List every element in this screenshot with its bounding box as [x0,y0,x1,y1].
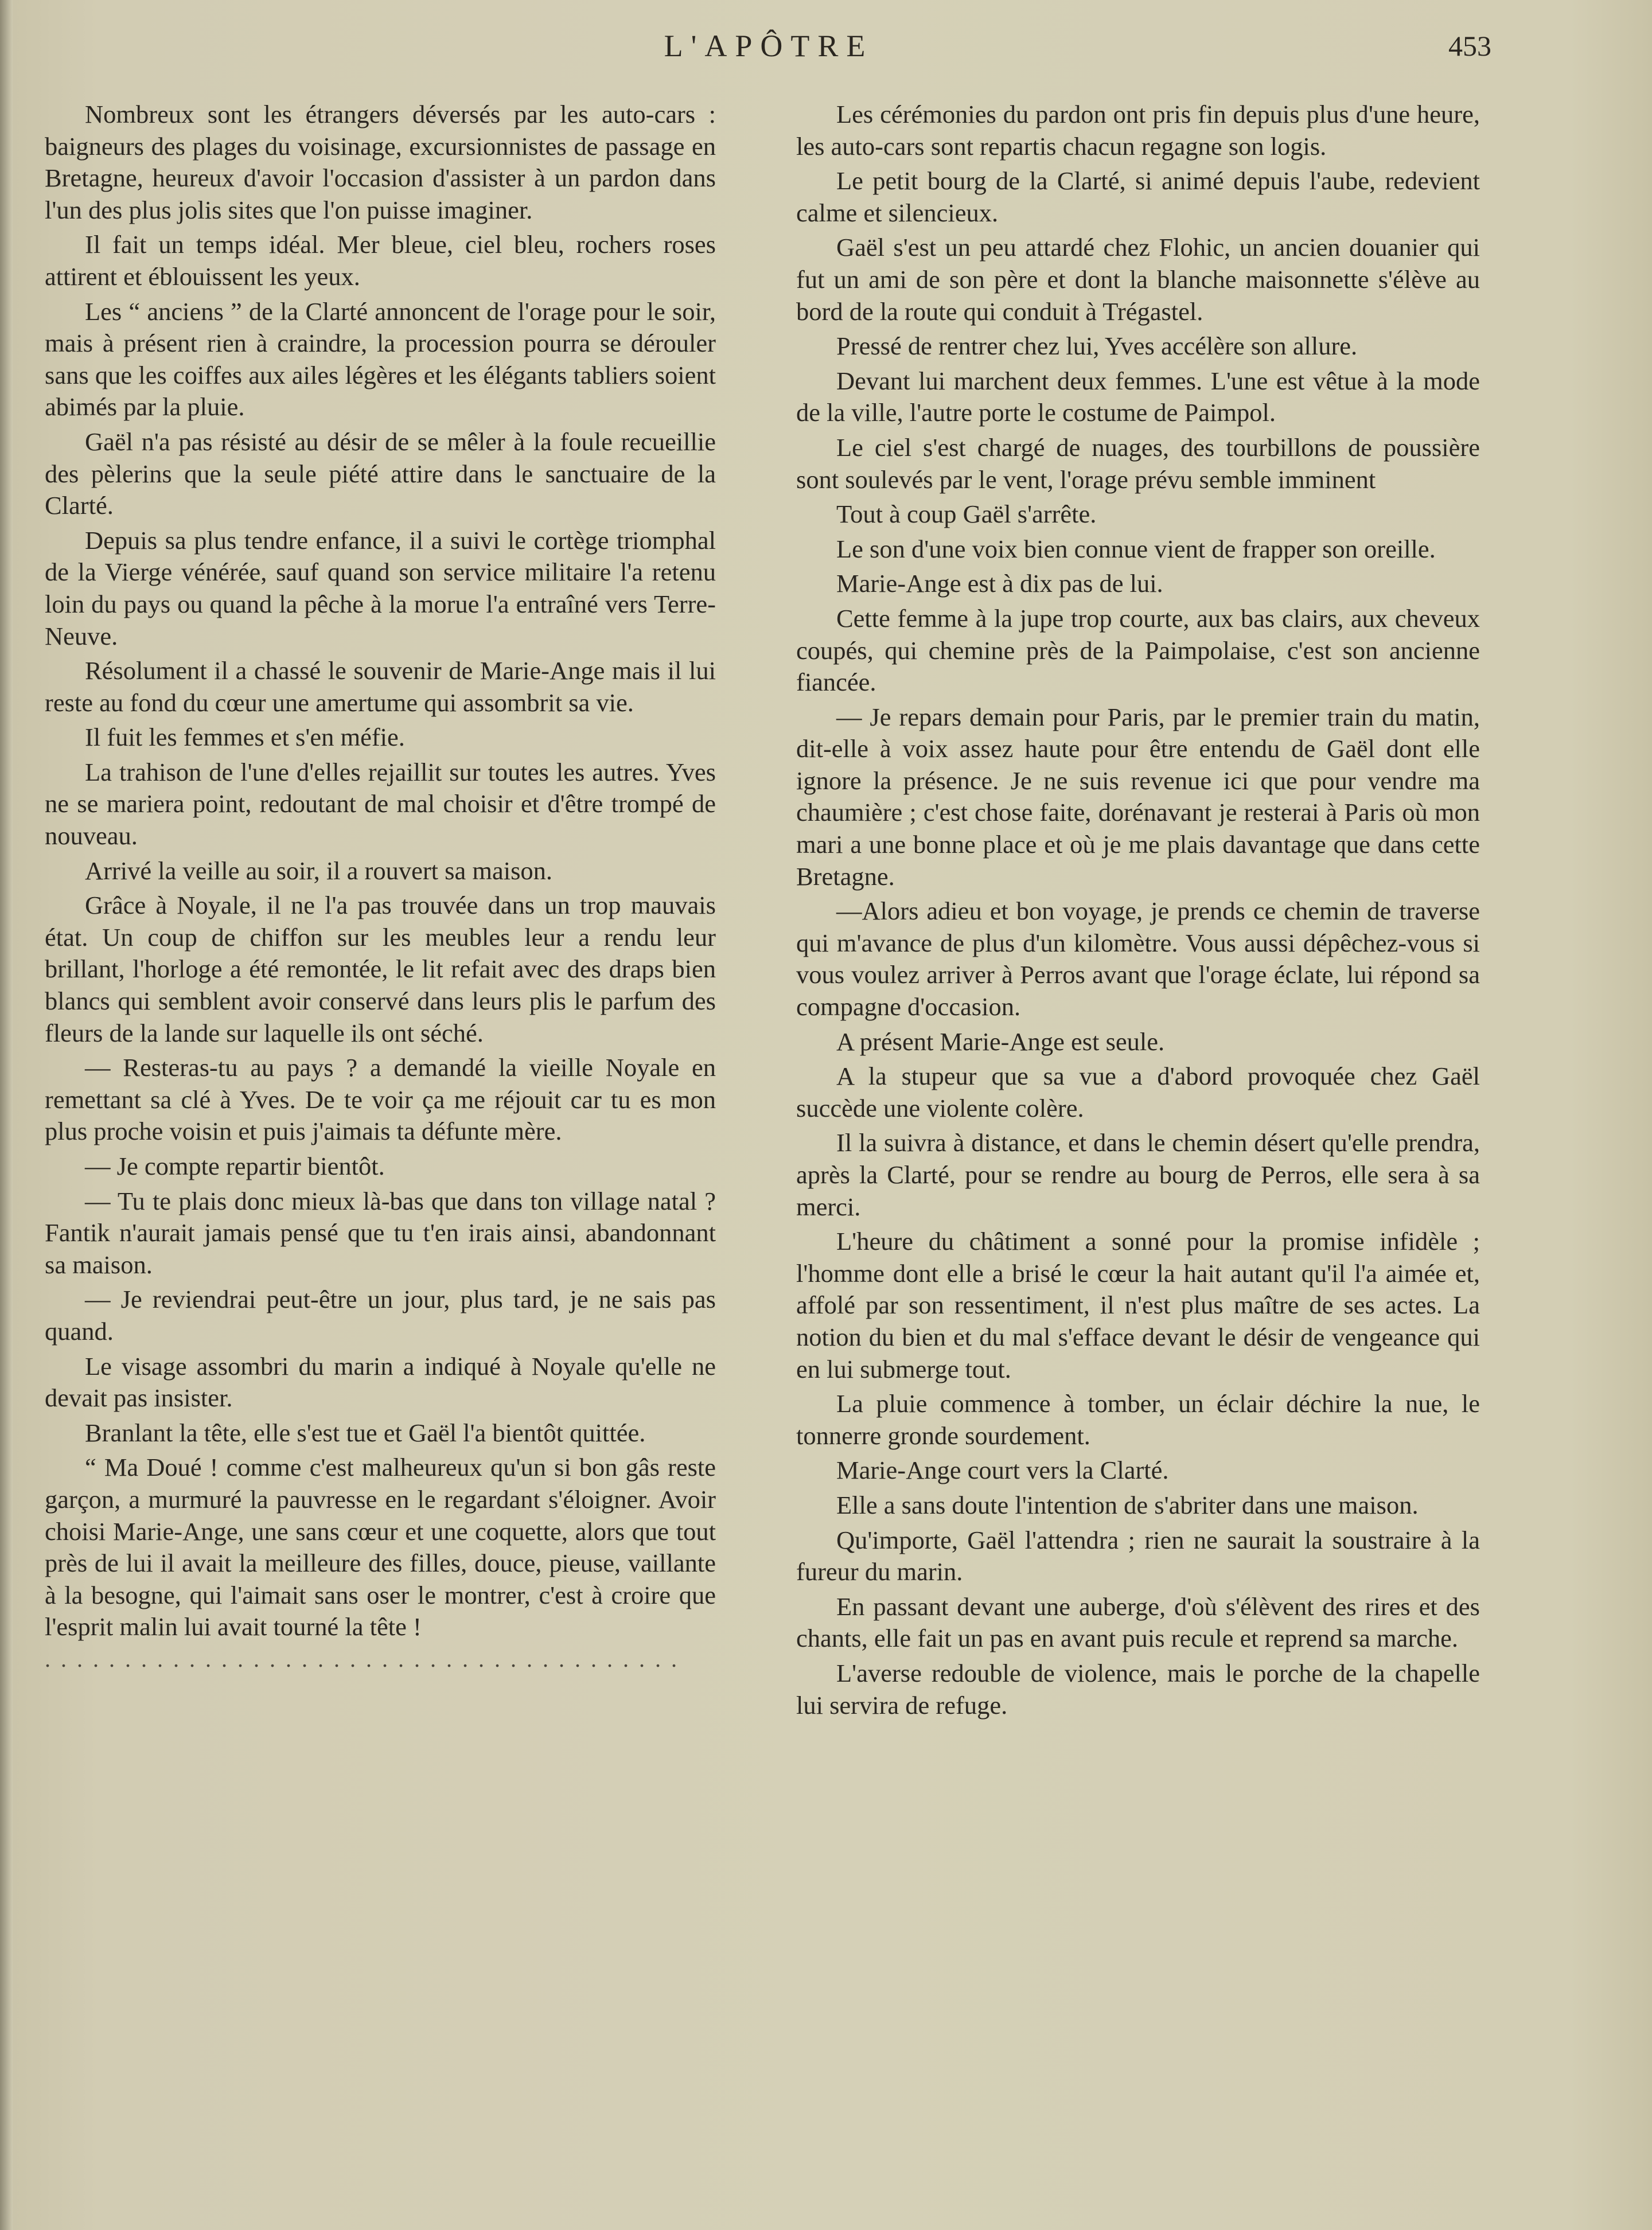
paragraph: —Alors adieu et bon voyage, je prends ce chemin de traverse qui m'avance de plus d'un kilomètre. Vous aussi dépêchez-vous si vous voulez arriver à Perros avant que l'orage éclate, lui répond sa compagne d'occasion. [796,896,1480,1022]
paragraph: L'averse redouble de violence, mais le porche de la chapelle lui servira de refuge. [796,1658,1480,1720]
paragraph: Pressé de rentrer chez lui, Yves accélère son allure. [836,332,1358,361]
paragraph: Nombreux sont les étrangers déversés par les auto-cars : baigneurs des plages du voisinage, excursionnistes de passage en Bretagne, heureux d'avoir l'occasion d'assister à un pardon dans l'un des plus jolis sites que l'on puisse imaginer. [45,100,716,224]
paragraph: Marie-Ange court vers la Clarté. [836,1456,1169,1485]
paragraph: A la stupeur que sa vue a d'abord provoquée chez Gaël succède une violente colère. [796,1062,1480,1122]
page-number: 453 [1448,30,1491,62]
paragraph: Depuis sa plus tendre enfance, il a suivi le cortège triomphal de la Vierge vénérée, sauf quand son service militaire l'a retenu loin du pays ou quand la pêche à la morue l'a entraîné vers Terre-Neuve. [45,525,716,650]
paragraph: Le visage assombri du marin a indiqué à Noyale qu'elle ne devait pas insister. [45,1351,716,1413]
paragraph: Le son d'une voix bien connue vient de frapper son oreille. [836,534,1436,563]
paragraph: Il la suivra à distance, et dans le chemin désert qu'elle prendra, après la Clarté, pour se rendre au bourg de Perros, elle sera à sa merci. [796,1128,1480,1221]
paragraph: Gaël n'a pas résisté au désir de se mêler à la foule recueillie des pèlerins que la seule piété attire dans le sanctuaire de la Clarté. [45,427,716,520]
paragraph: Tout à coup Gaël s'arrête. [836,500,1097,529]
paragraph: L'heure du châtiment a sonné pour la promise infidèle ; l'homme dont elle a brisé le cœur la hait autant qu'il l'a aimée et, affolé par son ressentiment, il n'est plus maître de ses actes. La notion du bien et du mal s'efface devant le désir de vengeance qui en lui submerge tout. [796,1227,1480,1383]
running-title: L'APÔTRE [664,29,874,63]
paragraph: A présent Marie-Ange est seule. [836,1027,1165,1056]
paragraph: Les cérémonies du pardon ont pris fin depuis plus d'une heure, les auto-cars sont repartis chacun regagne son logis. [796,100,1480,161]
left-column [45,99,716,1671]
paragraph: “ Ma Doué ! comme c'est malheureux qu'un si bon gâs reste garçon, a murmuré la pauvresse en le regardant s'éloigner. Avoir choisi Marie-Ange, une sans cœur et une coquette, alors que tout près de lui il avait la meilleure des filles, douce, pieuse, vaillante à la besogne, qui l'aimait sans oser le montrer, c'est à croire que l'esprit malin lui avait tourné la tête ! [45,1453,716,1642]
paragraph: — Je compte repartir bientôt. [85,1152,385,1180]
paragraph: Cette femme à la jupe trop courte, aux bas clairs, aux cheveux coupés, qui chemine près de la Paimpolaise, c'est son ancienne fiancée. [796,603,1480,697]
paragraph: Arrivé la veille au soir, il a rouvert sa maison. [85,856,553,885]
paragraph: En passant devant une auberge, d'où s'élèvent des rires et des chants, elle fait un pas en avant puis recule et reprend sa marche. [796,1592,1480,1653]
paragraph: Gaël s'est un peu attardé chez Flohic, un ancien douanier qui fut un ami de son père et dont la blanche maisonnette s'élève au bord de la route qui conduit à Trégastel. [796,233,1480,326]
paragraph: — Je reviendrai peut-être un jour, plus tard, je ne sais pas quand. [45,1285,716,1346]
running-header [46,28,1491,64]
paragraph: Devant lui marchent deux femmes. L'une est vêtue à la mode de la ville, l'autre porte le costume de Paimpol. [796,366,1480,427]
right-column [796,99,1480,1724]
paragraph: Branlant la tête, elle s'est tue et Gaël l'a bientôt quittée. [85,1418,646,1447]
paragraph: Il fait un temps idéal. Mer bleue, ciel bleu, rochers roses attirent et éblouissent les yeux. [45,230,716,291]
paragraph: Marie-Ange est à dix pas de lui. [836,569,1163,598]
paragraph: — Tu te plais donc mieux là-bas que dans ton village natal ? Fantik n'aurait jamais pensé que tu t'en irais ainsi, abandonnant sa maison. [45,1186,716,1279]
paragraph: Grâce à Noyale, il ne l'a pas trouvée dans un trop mauvais état. Un coup de chiffon sur les meubles leur a rendu leur brillant, l'horloge a été remontée, le lit refait avec des draps bien blancs qui semblent avoir conservé dans leurs plis le parfum des fleurs de la lande sur laquelle ils ont séché. [45,891,716,1047]
paragraph: Qu'importe, Gaël l'attendra ; rien ne saurait la soustraire à la fureur du marin. [796,1525,1480,1586]
paragraph: Le petit bourg de la Clarté, si animé depuis l'aube, redevient calme et silencieux. [796,166,1480,227]
ellipsis-separator: ........................................ [45,1647,687,1671]
paragraph: Les “ anciens ” de la Clarté annoncent de l'orage pour le soir, mais à présent rien à craindre, la procession pourra se dérouler sans que les coiffes aux ailes légères et les élégants tabliers soient abimés par la pluie. [45,297,716,422]
page-binding-edge [0,0,13,2230]
paragraph: Il fuit les femmes et s'en méfie. [85,723,405,752]
paragraph: La trahison de l'une d'elles rejaillit sur toutes les autres. Yves ne se mariera point, redoutant de mal choisir et d'être trompé de nouveau. [45,757,716,851]
paragraph: La pluie commence à tomber, un éclair déchire la nue, le tonnerre gronde sourdement. [796,1389,1480,1450]
paragraph: Résolument il a chassé le souvenir de Marie-Ange mais il lui reste au fond du cœur une amertume qui assombrit sa vie. [45,656,716,717]
paragraph: Le ciel s'est chargé de nuages, des tourbillons de poussière sont soulevés par le vent, l'orage prévu semble imminent [796,432,1480,494]
paragraph: Elle a sans doute l'intention de s'abriter dans une maison. [836,1490,1419,1519]
paragraph: — Je repars demain pour Paris, par le premier train du matin, dit-elle à voix assez haute pour être entendu de Gaël dont elle ignore la présence. Je ne suis revenue ici que pour vendre ma chaumière ; c'est chose faite, dorénavant je resterai à Paris où mon mari a une bonne place et où je me plais davantage que dans cette Bretagne. [796,702,1480,891]
paragraph: — Resteras-tu au pays ? a demandé la vieille Noyale en remettant sa clé à Yves. De te voir ça me réjouit car tu es mon plus proche voisin et puis j'aimais ta défunte mère. [45,1053,716,1146]
